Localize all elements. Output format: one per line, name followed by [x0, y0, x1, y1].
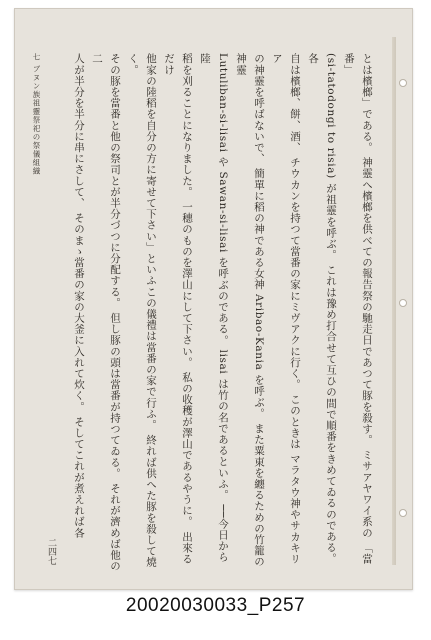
text-line: 人が半分を半分に串にさして、 そのまゝ當番の家の大釜に入れて炊く。 そしてこれが煮えれば各 — [73, 53, 85, 539]
text-line: とは檳榔」である。 神靈へ檳榔を供べての報告祭の馳走日であつて豚を殺す。 ミサアヤワイ系の 「當番」 — [343, 53, 373, 565]
text-line: 稻を刈ることになりました。 一穗のものを澤山にして下さい。 私の收穫が澤山であるやうに。 出來るだけ — [163, 53, 193, 565]
text-line: (si-tatodongi to risia) が祖靈を呼ぶ。 これは豫め打合せて互ひの間で順番をきめてゐるのである。 各 — [307, 53, 337, 565]
binding-hole — [399, 299, 407, 307]
page-number: 二四七 — [46, 538, 56, 565]
page-binding-strip — [392, 37, 396, 565]
scan-caption: 20020030033_P257 — [125, 595, 306, 616]
scanned-page — [14, 8, 413, 590]
running-head: 七 ブヌン族祖靈祭祀の祭儀組織 — [32, 53, 41, 176]
body-text — [73, 53, 376, 573]
running-footer — [31, 53, 42, 573]
text-line: の神靈を呼ばないで、 簡單に稻の神である女神 Aribao-Kania を呼ぶ。 また粟東を纏るための竹籠の神靈 — [235, 53, 265, 568]
text-line: 自は檳榔、餅、酒、 チウカンを持つて當番の家にミヴアクに行く。 このときは マラタウ神やサカキリア — [271, 53, 301, 565]
binding-hole — [399, 79, 407, 87]
text-line: その豚を當番と他の祭司とが半分づつに分配する。 但し豚の頭は當番が持つてゐる。 それが濟めば他の二 — [91, 53, 121, 572]
binding-hole — [399, 509, 407, 517]
text-line: 他家の陸稻を自分の方に寄せて下さい」といふこの儀禮は當番の家で行ふ。 終れば供へた豚を殺して燒く。 — [127, 53, 157, 568]
text-line: Lutuliban-si-lisai や Sawan-si-lisai を呼ぶのである。 lisai は竹の名であるといふ。 ──今日から陸 — [199, 53, 229, 563]
